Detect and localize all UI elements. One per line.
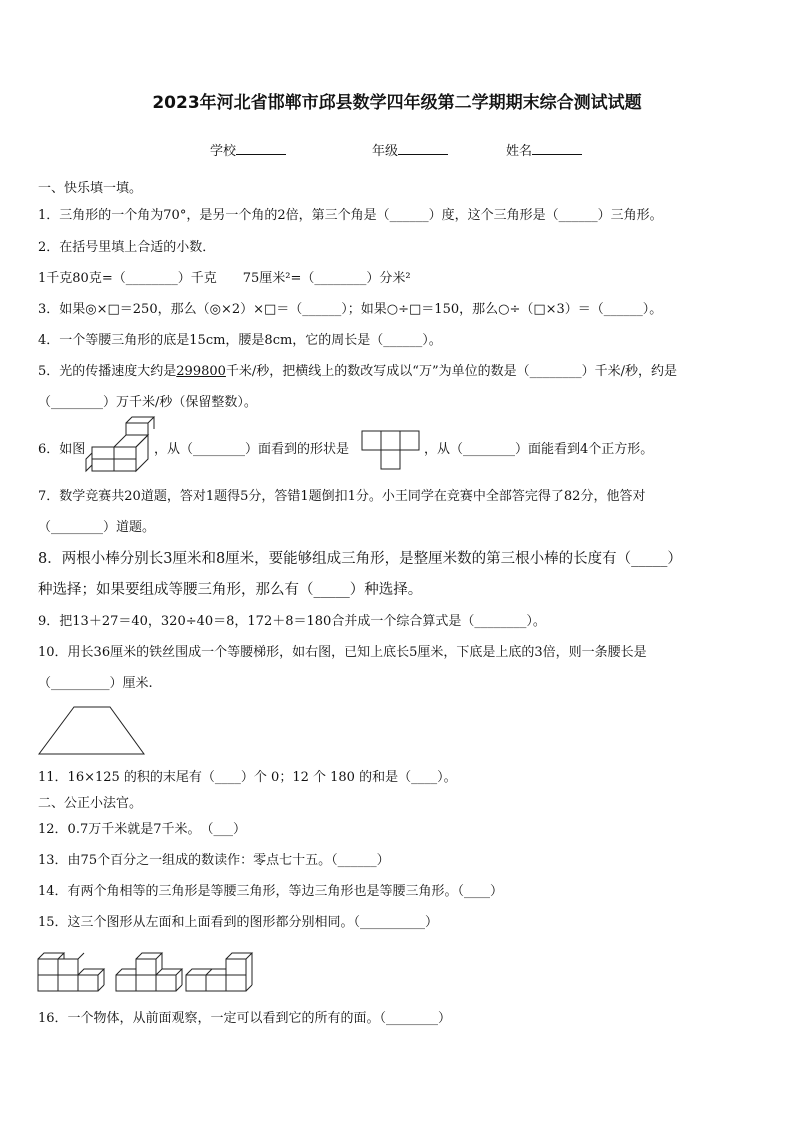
question-13: 13．由75个百分之一组成的数读作：零点七十五。（______） bbox=[38, 853, 390, 868]
question-1: 1．三角形的一个角为70°，是另一个角的2倍，第三个角是（______）度，这个三角形是（______）三角形。 bbox=[38, 208, 663, 223]
question-6-part1: 6．如图 bbox=[38, 442, 86, 457]
question-6-part2: ，从（________）面看到的形状是 bbox=[154, 442, 350, 457]
school-field: 学校 bbox=[210, 140, 286, 159]
question-5-line2: （________）万千米/秒（保留整数）。 bbox=[38, 395, 257, 410]
underlined-number: 299800 bbox=[176, 364, 226, 379]
question-5: 5．光的传播速度大约是299800千米/秒，把横线上的数改写成以“万”为单位的数是（________）千米/秒，约是 bbox=[38, 364, 677, 379]
question-7: 7．数学竞赛共20道题，答对1题得5分，答错1题倒扣1分。小王同学在竞赛中全部答完得了82分，他答对 bbox=[38, 489, 646, 504]
question-2: 2．在括号里填上合适的小数． bbox=[38, 240, 216, 255]
question-2-line: 1千克80克=（________）千克 75厘米²=（________）分米² bbox=[38, 271, 411, 286]
question-7-line2: （________）道题。 bbox=[38, 520, 156, 535]
section-heading-2: 二、公正小法官。 bbox=[38, 796, 143, 811]
question-15: 15．这三个图形从左面和上面看到的图形都分别相同。（__________） bbox=[38, 915, 439, 930]
trapezoid-figure bbox=[38, 706, 146, 756]
question-8-line2: 种选择；如果要组成等腰三角形，那么有（_____）种选择。 bbox=[38, 582, 423, 598]
question-10-line2: （_________）厘米. bbox=[38, 676, 153, 691]
question-12: 12．0.7万千米就是7千米。 （___） bbox=[38, 822, 246, 837]
question-6-part3: ，从（________）面能看到4个正方形。 bbox=[424, 442, 654, 457]
question-14: 14．有两个角相等的三角形是等腰三角形，等边三角形也是等腰三角形。（____） bbox=[38, 884, 504, 899]
page-title: 2023年河北省邯郸市邱县数学四年级第二学期期末综合测试试题 bbox=[152, 93, 642, 113]
name-field: 姓名 bbox=[506, 140, 582, 159]
view-shape-figure bbox=[362, 431, 420, 469]
cube-stack-figure bbox=[86, 421, 154, 473]
question-10: 10．用长36厘米的铁丝围成一个等腰梯形，如右图，已知上底长5厘米，下底是上底的3倍，则一条腰长是 bbox=[38, 645, 647, 660]
section-heading-1: 一、快乐填一填。 bbox=[38, 181, 143, 196]
question-11: 11．16×125 的积的末尾有（____）个 0；12 个 180 的和是（____）。 bbox=[38, 770, 457, 785]
grade-field: 年级 bbox=[372, 140, 448, 159]
question-4: 4．一个等腰三角形的底是15cm，腰是8cm，它的周长是（______）。 bbox=[38, 333, 442, 348]
question-8: 8．两根小棒分别长3厘米和8厘米，要能够组成三角形，是整厘米数的第三根小棒的长度有（_____） bbox=[38, 551, 682, 567]
question-16: 16．一个物体，从前面观察，一定可以看到它的所有的面。（________） bbox=[38, 1011, 452, 1026]
question-3: 3．如果◎×□＝250，那么（◎×2）×□＝（______）；如果○÷□＝150，那么○÷（□×3）＝（______）。 bbox=[38, 302, 663, 317]
question-9: 9．把13＋27＝40，320÷40＝8，172＋8＝180合并成一个综合算式是（________）。 bbox=[38, 614, 546, 629]
three-cube-figures bbox=[38, 945, 250, 993]
